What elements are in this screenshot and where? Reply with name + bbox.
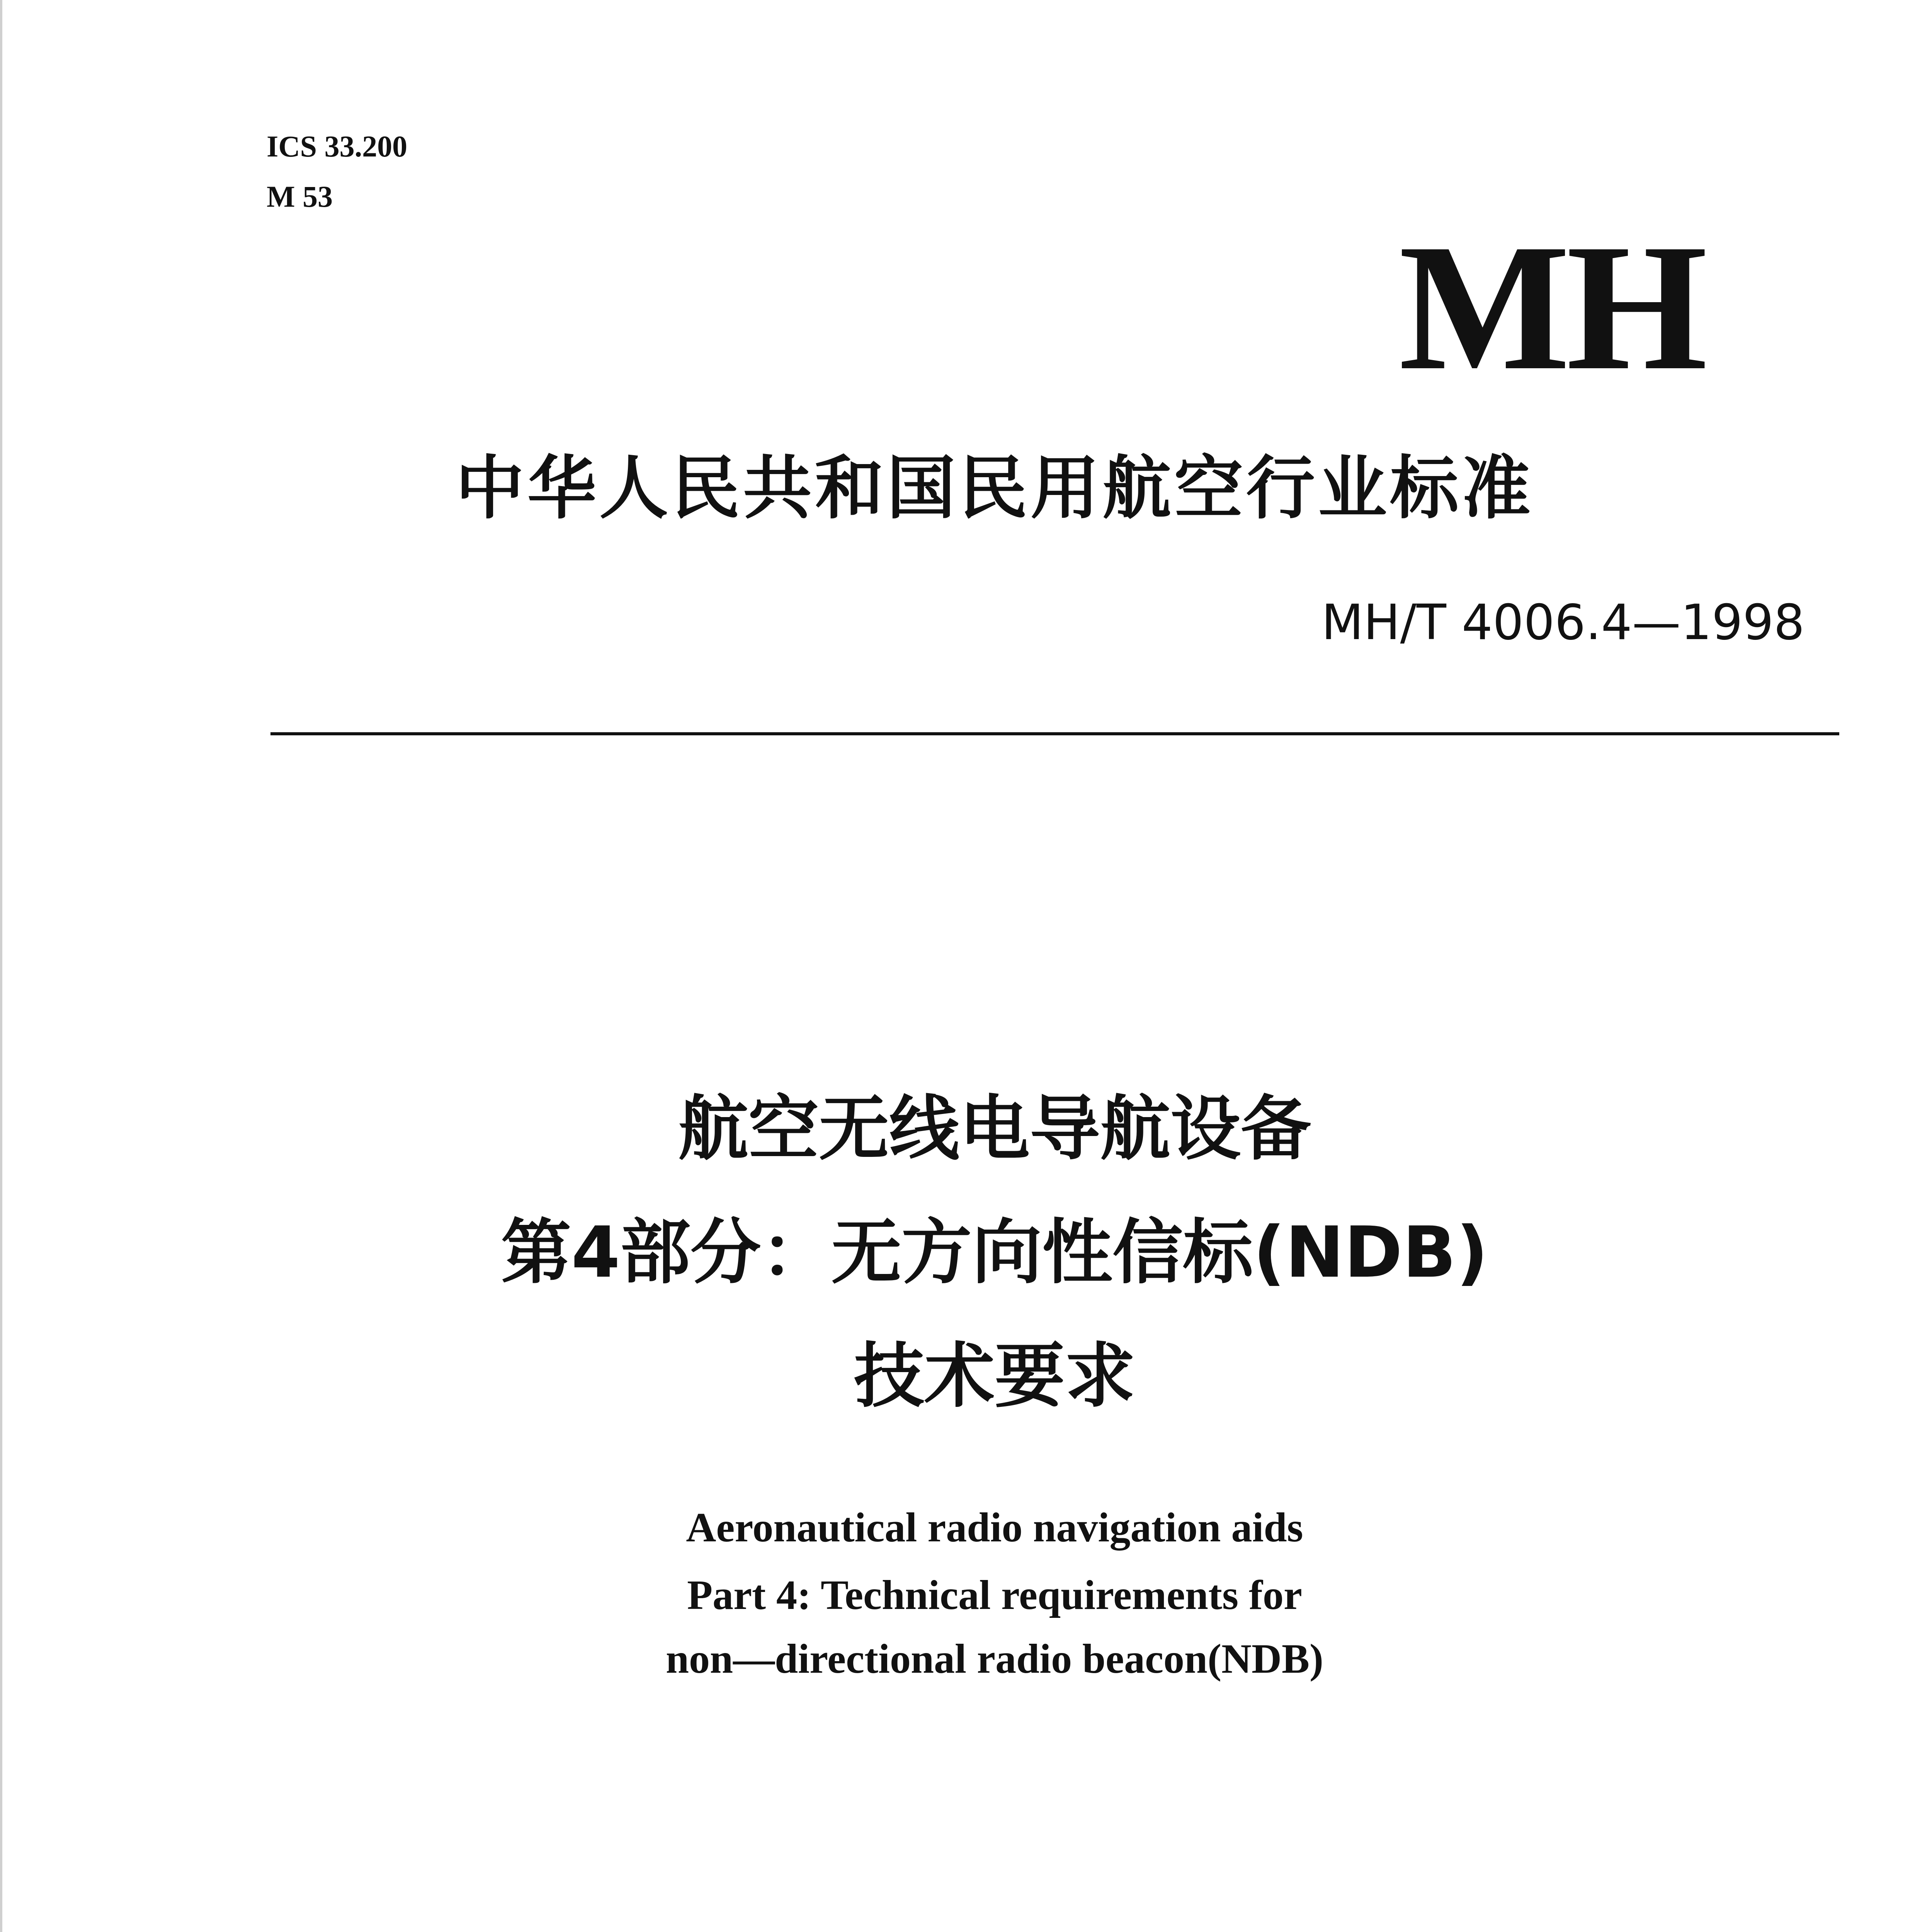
standard-mark: MH	[1399, 206, 1704, 408]
title-zh-line2: 第4部分：无方向性信标(NDB)	[501, 1211, 1488, 1293]
header-divider	[270, 732, 1839, 735]
standard-type-heading: 中华人民共和国民用航空行业标准	[456, 448, 1534, 528]
title-en-line1: Aeronautical radio navigation aids	[686, 1505, 1303, 1551]
ccs-code: M 53	[267, 180, 333, 213]
standard-number: MH/T 4006.4—1998	[1321, 594, 1805, 651]
title-en-line2: Part 4: Technical requirements for	[687, 1572, 1302, 1618]
ics-code: ICS 33.200	[267, 129, 408, 163]
title-zh-line1: 航空无线电导航设备	[678, 1088, 1311, 1170]
title-zh-line3: 技术要求	[854, 1335, 1135, 1417]
title-en-line3: non—directional radio beacon(NDB)	[665, 1636, 1324, 1682]
